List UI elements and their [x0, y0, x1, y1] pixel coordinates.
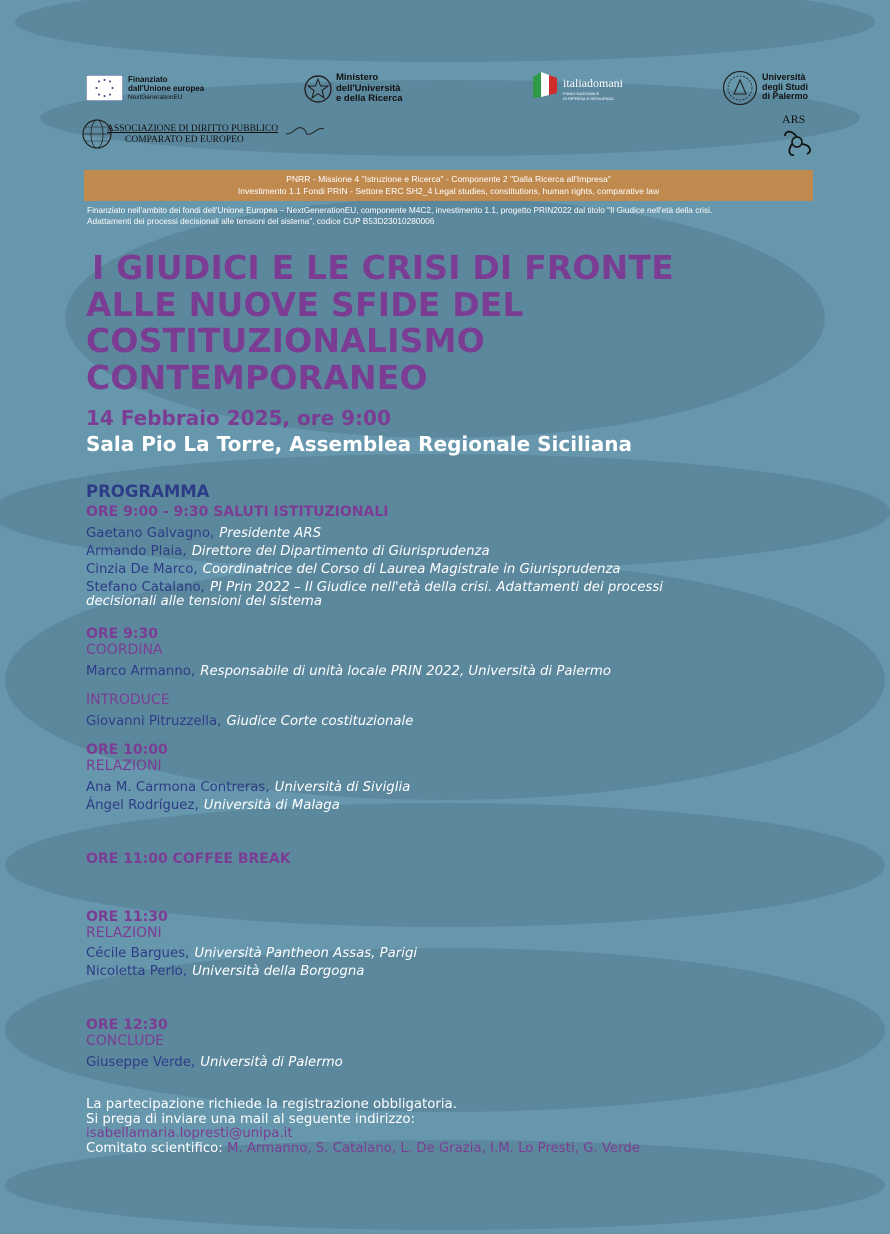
speaker-name: Giuseppe Verde, [86, 1055, 196, 1070]
unipa-logo-line3: di Palermo [762, 91, 809, 101]
title-line1: I GIUDICI E LE CRISI DI FRONTE [92, 248, 674, 287]
unipa-logo-line1: Università [762, 72, 806, 82]
committee-label: Comitato scientifico: [86, 1140, 223, 1156]
speaker-name: Stefano Catalano, [86, 580, 205, 595]
italy-flag-icon [527, 69, 561, 99]
speaker-name: Cinzia De Marco, [86, 562, 198, 577]
speaker-role: Università di Malaga [203, 798, 340, 813]
italiadomani-sub2: DI RIPRESA E RESILIENZA [563, 96, 614, 101]
title-line2: ALLE NUOVE SFIDE DEL [86, 284, 524, 324]
speaker-name: Giovanni Pitruzzella, [86, 714, 222, 729]
pnrr-band [84, 170, 813, 201]
mur-logo-line1: Ministero [336, 72, 379, 83]
speaker-role: Università di Palermo [200, 1055, 343, 1070]
mur-logo-line3: e della Ricerca [336, 93, 403, 104]
speaker-role: Università della Borgogna [192, 964, 365, 979]
conclude-label: CONCLUDE [86, 1033, 165, 1049]
eu-logo-line2: dall'Unione europea [128, 84, 205, 93]
event-venue: Sala Pio La Torre, Assemblea Regionale Siciliana [86, 432, 633, 456]
speaker-row [86, 942, 417, 961]
speaker-name: Armando Plaia, [86, 544, 187, 559]
registration-note [86, 1098, 640, 1156]
registration-line2: Si prega di inviare una mail al seguente indirizzo: [86, 1111, 415, 1127]
coordina-label: COORDINA [86, 642, 163, 658]
speaker-row [86, 1051, 343, 1070]
coordina-time: ORE 9:30 [86, 626, 158, 642]
coffee-break: ORE 11:00 COFFEE BREAK [86, 851, 291, 867]
speaker-row [86, 794, 340, 813]
page-title [86, 250, 786, 396]
republic-emblem-icon [304, 73, 332, 105]
italiadomani-name: italiadomani [563, 76, 623, 90]
speaker-row [86, 522, 321, 541]
committee-names: M. Armanno, S. Catalano, L. De Grazia, I.M. Lo Presti, G. Verde [227, 1140, 640, 1156]
speaker-row [86, 576, 663, 595]
funding-note-line2: Adattamenti dei processi decisionali alle tensioni del sistema", codice CUP B53D23010280006 [87, 216, 435, 226]
speaker-role: Università di Siviglia [274, 780, 411, 795]
registration-line1: La partecipazione richiede la registrazione obbligatoria. [86, 1097, 457, 1112]
speaker-row [86, 710, 413, 729]
speaker-role: Giudice Corte costituzionale [226, 714, 414, 729]
relazioni2-time: ORE 11:30 [86, 909, 168, 925]
speaker-row [86, 960, 364, 979]
program-heading: PROGRAMMA [86, 482, 210, 501]
speaker-role-continued: decisionali alle tensioni del sistema [86, 594, 323, 609]
introduce-label: INTRODUCE [86, 692, 170, 708]
speaker-role: Università Pantheon Assas, Parigi [194, 946, 418, 961]
pnrr-band-line1: PNRR - Missione 4 "Istruzione e Ricerca" - Componente 2 "Dalla Ricerca all'Impresa" [286, 174, 611, 184]
funding-note [87, 205, 827, 227]
relazioni1-label: RELAZIONI [86, 758, 162, 774]
speaker-name: Cécile Bargues, [86, 946, 190, 961]
swirl-decoration-icon [286, 124, 326, 138]
speaker-row [86, 540, 490, 559]
association-line2: COMPARATO ED EUROPEO [125, 135, 244, 145]
registration-email[interactable]: isabellamaria.lopresti@unipa.it [86, 1126, 293, 1141]
eu-flag-icon [86, 75, 123, 101]
speaker-role: PI Prin 2022 – Il Giudice nell'età della crisi. Adattamenti dei processi [209, 580, 663, 595]
title-line3: COSTITUZIONALISMO [86, 321, 485, 360]
speaker-role: Presidente ARS [219, 526, 322, 541]
speaker-role: Responsabile di unità locale PRIN 2022, Università di Palermo [200, 664, 611, 679]
speaker-row [86, 776, 410, 795]
eu-logo-line3: NextGenerationEU [128, 94, 183, 101]
speaker-row [86, 558, 621, 577]
speaker-role: Coordinatrice del Corso di Laurea Magistrale in Giurisprudenza [202, 562, 621, 577]
unipa-seal-icon [722, 70, 758, 106]
speaker-name: Ana M. Carmona Contreras, [86, 780, 270, 795]
mur-logo-line2: dell'Università [336, 82, 401, 94]
speaker-name: Ángel Rodríguez, [86, 798, 199, 813]
speaker-name: Marco Armanno, [86, 664, 196, 679]
pnrr-band-line2: Investimento 1.1 Fondi PRIN - Settore ERC SH2_4 Legal studies, constitutions, human rights, comparative law [237, 186, 660, 196]
trinacria-icon [781, 127, 813, 157]
title-line4: CONTEMPORANEO [86, 357, 428, 397]
eu-logo-line1: Finanziato [128, 75, 168, 84]
speaker-name: Nicoletta Perlo, [86, 964, 188, 979]
event-datetime: 14 Febbraio 2025, ore 9:00 [86, 406, 391, 430]
ars-label: ARS [782, 112, 806, 126]
speaker-name: Gaetano Galvagno, [86, 526, 215, 541]
italiadomani-sub1: PIANO NAZIONALE [563, 91, 600, 96]
funding-note-line1: Finanziato nell'ambito dei fondi dell'Unione Europea – NextGenerationEU, componente M4C2, investimento 1.1, progetto PRIN2022 dal titolo "Il Giudice nell'età della crisi. [87, 205, 713, 215]
saluti-time: ORE 9:00 - 9:30 SALUTI ISTITUZIONALI [86, 504, 389, 520]
speaker-role: Direttore del Dipartimento di Giurisprudenza [191, 544, 490, 559]
speaker-row [86, 660, 611, 679]
relazioni1-time: ORE 10:00 [86, 742, 168, 758]
association-line1: ASSOCIAZIONE DI DIRITTO PUBBLICO [107, 124, 279, 134]
conclude-time: ORE 12:30 [86, 1017, 168, 1033]
relazioni2-label: RELAZIONI [86, 925, 162, 941]
unipa-logo-line2: degli Studi [762, 81, 808, 92]
